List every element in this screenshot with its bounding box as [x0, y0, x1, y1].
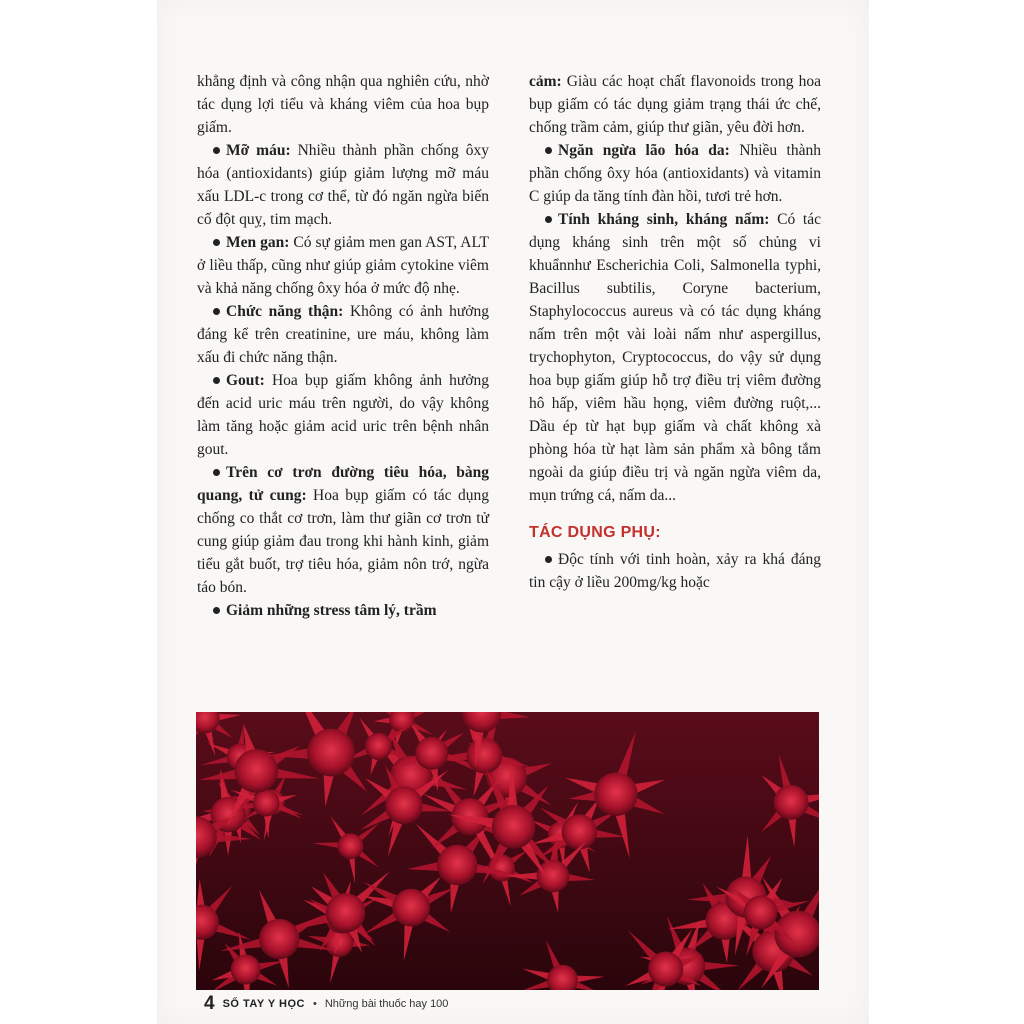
bullet-lipids	[197, 139, 489, 231]
bullet-side-effect	[529, 548, 821, 594]
bullet-text: Độc tính với tinh hoàn, xảy ra khá đáng tin cậy ở liều 200mg/kg hoặc	[529, 551, 821, 591]
bullet-text: Hoa bụp giấm có tác dụng chống co thắt cơ trơn, làm thư giãn cơ trơn tử cung giúp giảm đau trong khi hành kinh, giảm tiểu gắt buốt, trợ tiêu hóa, giảm nôn trớ, ngừa táo bón.	[197, 487, 489, 596]
bullet-antibiotic	[529, 208, 821, 507]
book-subtitle: Những bài thuốc hay 100	[324, 998, 449, 1010]
side-effects-heading: TÁC DỤNG PHỤ:	[529, 524, 661, 541]
intro-paragraph: khẳng định và công nhận qua nghiên cứu, nhờ tác dụng lợi tiểu và kháng viêm của hoa bụp giấm.	[197, 73, 489, 136]
bullet-dot-icon	[213, 239, 220, 246]
bullet-dot-icon	[213, 377, 220, 384]
bullet-title: Chức năng thận:	[226, 303, 344, 320]
bullet-title: Ngăn ngừa lão hóa da:	[558, 142, 730, 159]
right-column	[529, 70, 821, 594]
bullet-title: Men gan:	[226, 234, 290, 251]
bullet-dot-icon	[545, 216, 552, 223]
page-footer	[204, 992, 448, 1016]
continued-paragraph	[529, 70, 821, 139]
bullet-title: Mỡ máu:	[226, 142, 291, 159]
bullet-text: Có tác dụng kháng sinh trên một số chủng vi khuẩnnhư Escherichia Coli, Salmonella typhi, Bacillus subtilis, Coryne bacterium, Staphylococcus aureus và có tác dụng kháng nấm trên một vài loài nấm như aspergillus, trychophyton, Cryptococcus, do vậy sử dụng hoa bụp giấm giúp hỗ trợ điều trị viêm đường hô hấp, viêm hầu họng, viêm đường ruột,... Dầu ép từ hạt bụp giấm và chất không xà phòng hóa từ hạt làm sản phẩm xà bông tắm ngoài da giúp điều trị và ngăn ngừa viêm da, mụn trứng cá, nấm da...	[529, 211, 822, 504]
bullet-text: Hoa bụp giấm không ảnh hưởng đến acid uric máu trên người, do vậy không làm tăng hoặc giảm acid uric trên bệnh nhân gout.	[197, 372, 489, 458]
bullet-title: Tính kháng sinh, kháng nấm:	[558, 211, 770, 228]
bullet-smooth-muscle	[197, 461, 489, 599]
bullet-title: Gout:	[226, 372, 265, 389]
footer-separator: •	[313, 998, 317, 1010]
bullet-text: Nhiều thành phần chống ôxy hóa (antioxidants) giúp giảm lượng mỡ máu xấu LDL-c trong cơ thể, từ đó ngăn ngừa biến cố đột quỵ, tim mạch.	[197, 142, 490, 228]
bullet-dot-icon	[213, 469, 220, 476]
bullet-dot-icon	[545, 147, 552, 154]
bullet-dot-icon	[213, 607, 220, 614]
bullet-dot-icon	[545, 556, 552, 563]
roselle-flowers-photo	[196, 712, 819, 990]
roselle-flowers-image	[196, 712, 819, 990]
bullet-title: Giảm những stress tâm lý, trầm	[226, 602, 437, 619]
bullet-dot-icon	[213, 147, 220, 154]
left-column	[197, 70, 489, 622]
bullet-stress	[197, 599, 489, 622]
bullet-text: Có sự giảm men gan AST, ALT ở liều thấp, cũng như giúp giảm cytokine viêm và khả năng chống ôxy hóa ở mức độ nhẹ.	[197, 234, 489, 297]
page-number: 4	[204, 993, 215, 1014]
book-title: SỔ TAY Y HỌC	[222, 998, 305, 1010]
bullet-liver	[197, 231, 489, 300]
continued-text: Giàu các hoạt chất flavonoids trong hoa bụp giấm có tác dụng giảm trạng thái ức chế, chống trầm cảm, giúp thư giãn, yêu đời hơn.	[529, 73, 821, 136]
bullet-gout	[197, 369, 489, 461]
bullet-title: Trên cơ trơn đường tiêu hóa, bàng quang, tử cung:	[197, 464, 489, 504]
bullet-dot-icon	[213, 308, 220, 315]
bullet-kidney	[197, 300, 489, 369]
bullet-text: Nhiều thành phần chống ôxy hóa (antioxidants) và vitamin C giúp da tăng tính đàn hồi, tươi trẻ hơn.	[529, 142, 821, 205]
bullet-skin-aging	[529, 139, 821, 208]
continued-title: cảm:	[529, 73, 562, 90]
bullet-text: Không có ảnh hưởng đáng kể trên creatinine, ure máu, không làm xấu đi chức năng thận.	[197, 303, 489, 366]
